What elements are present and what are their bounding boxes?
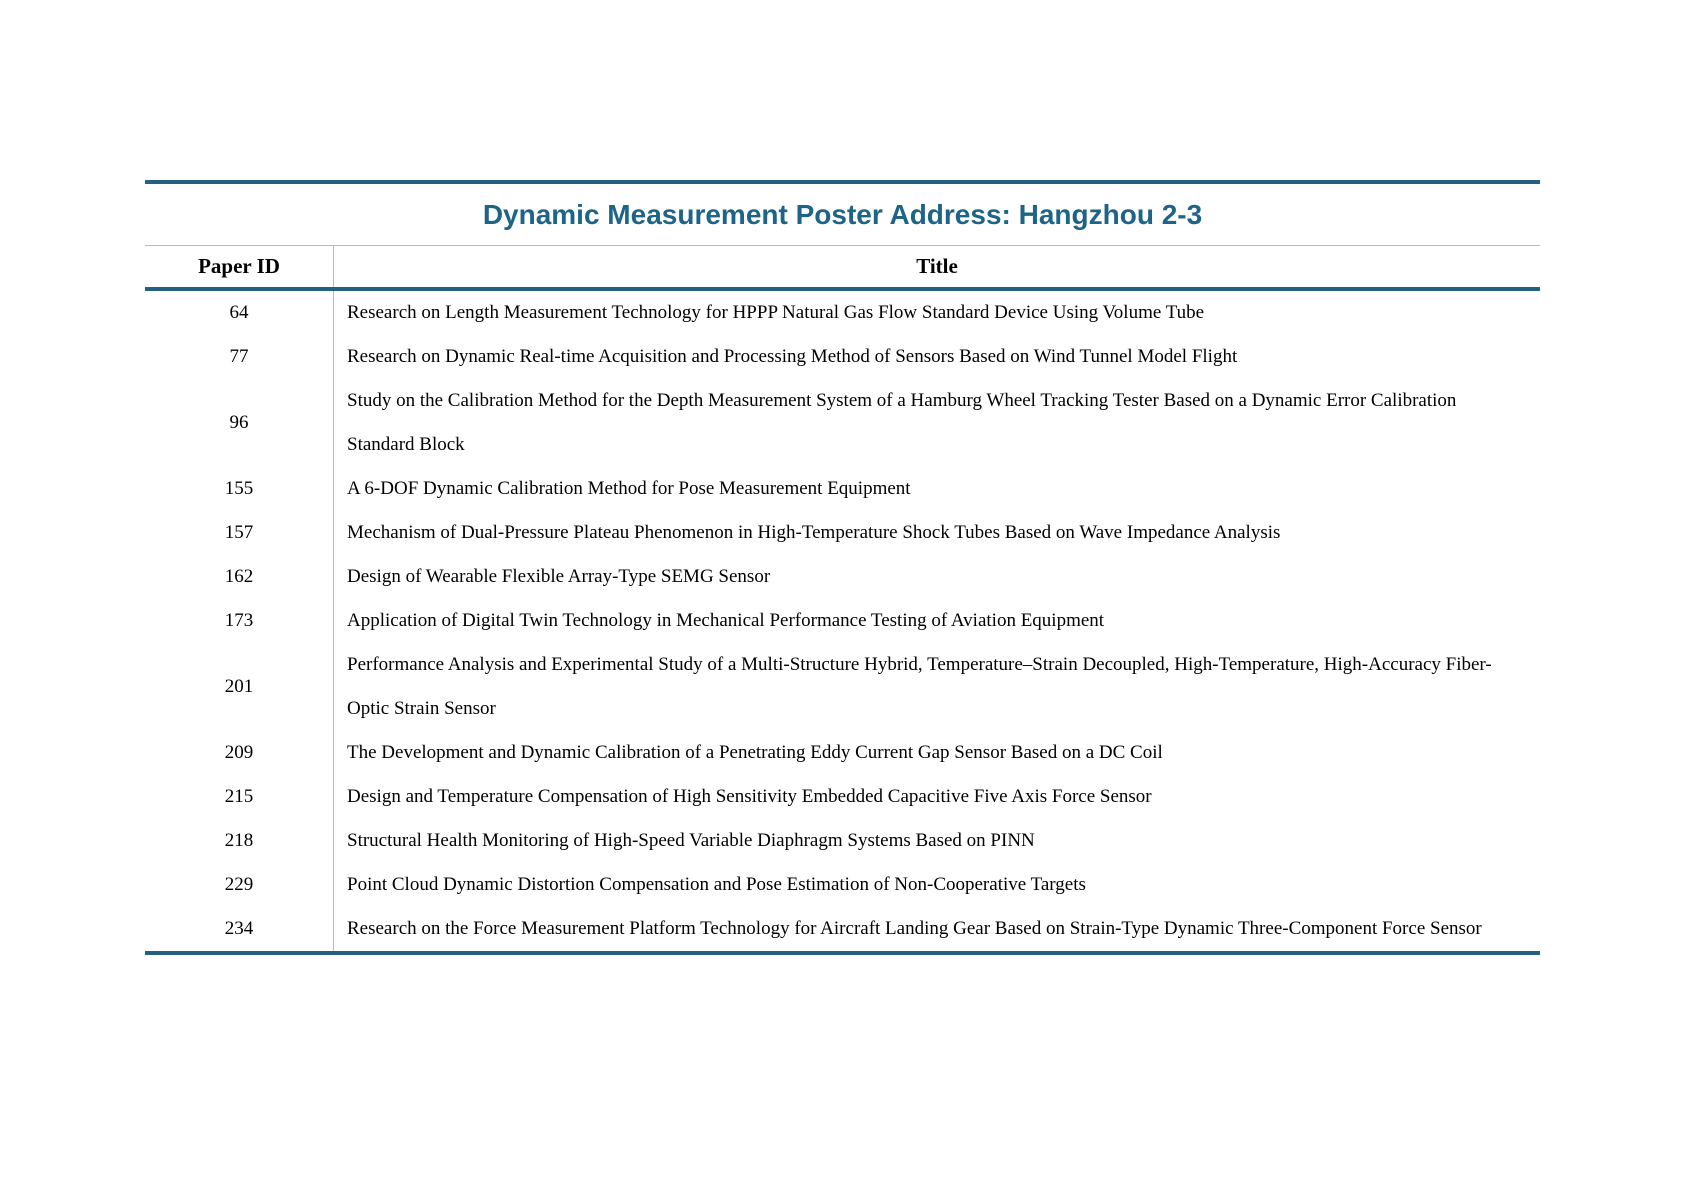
table-row [145,379,1540,467]
table-row [145,599,1540,643]
title-cell: Performance Analysis and Experimental Study of a Multi-Structure Hybrid, Temperature–Strain Decoupled, High-Temperature, High-Accuracy Fiber-Optic Strain Sensor [347,654,1492,719]
title-cell: Application of Digital Twin Technology in Mechanical Performance Testing of Aviation Equipment [347,610,1105,631]
table-row [145,643,1540,731]
title-cell: The Development and Dynamic Calibration of a Penetrating Eddy Current Gap Sensor Based on a DC Coil [347,742,1163,763]
title-cell: Structural Health Monitoring of High-Speed Variable Diaphragm Systems Based on PINN [347,830,1035,851]
column-header-paper-id: Paper ID [145,246,334,287]
title-cell: Design of Wearable Flexible Array-Type SEMG Sensor [347,566,771,587]
paper-id-cell: 234 [145,907,334,951]
paper-id-cell: 77 [145,335,334,379]
table-row [145,775,1540,819]
title-cell: A 6-DOF Dynamic Calibration Method for Pose Measurement Equipment [347,478,911,499]
paper-id-cell: 173 [145,599,334,643]
paper-id-cell: 218 [145,819,334,863]
table-row [145,555,1540,599]
table-body [145,291,1540,951]
table-row [145,863,1540,907]
table-row [145,335,1540,379]
paper-id-cell: 201 [145,643,334,731]
table-row [145,467,1540,511]
table-row [145,511,1540,555]
title-cell: Mechanism of Dual-Pressure Plateau Phenomenon in High-Temperature Shock Tubes Based on Wave Impedance Analysis [347,522,1281,543]
title-cell: Study on the Calibration Method for the Depth Measurement System of a Hamburg Wheel Tracking Tester Based on a Dynamic Error Calibration Standard Block [347,390,1457,455]
paper-id-cell: 229 [145,863,334,907]
page-title: Dynamic Measurement Poster Address: Hangzhou 2-3 [482,198,1203,230]
paper-id-cell: 215 [145,775,334,819]
paper-id-cell: 209 [145,731,334,775]
table-title-bar [145,184,1540,245]
title-cell: Point Cloud Dynamic Distortion Compensation and Pose Estimation of Non-Cooperative Targets [347,874,1086,895]
paper-id-cell: 157 [145,511,334,555]
title-cell: Research on Length Measurement Technology for HPPP Natural Gas Flow Standard Device Using Volume Tube [347,302,1205,323]
table-row [145,291,1540,335]
poster-session-table [145,180,1540,955]
table-row [145,819,1540,863]
column-header-title: Title [916,254,958,278]
table-row [145,907,1540,951]
paper-id-cell: 64 [145,291,334,335]
paper-id-cell: 155 [145,467,334,511]
table-row [145,731,1540,775]
table-header-row [145,245,1540,291]
title-cell: Design and Temperature Compensation of High Sensitivity Embedded Capacitive Five Axis Force Sensor [347,786,1152,807]
title-cell: Research on the Force Measurement Platform Technology for Aircraft Landing Gear Based on Strain-Type Dynamic Three-Component Force Sensor [347,918,1482,939]
paper-id-cell: 96 [145,379,334,467]
title-cell: Research on Dynamic Real-time Acquisition and Processing Method of Sensors Based on Wind Tunnel Model Flight [347,346,1238,367]
paper-id-cell: 162 [145,555,334,599]
